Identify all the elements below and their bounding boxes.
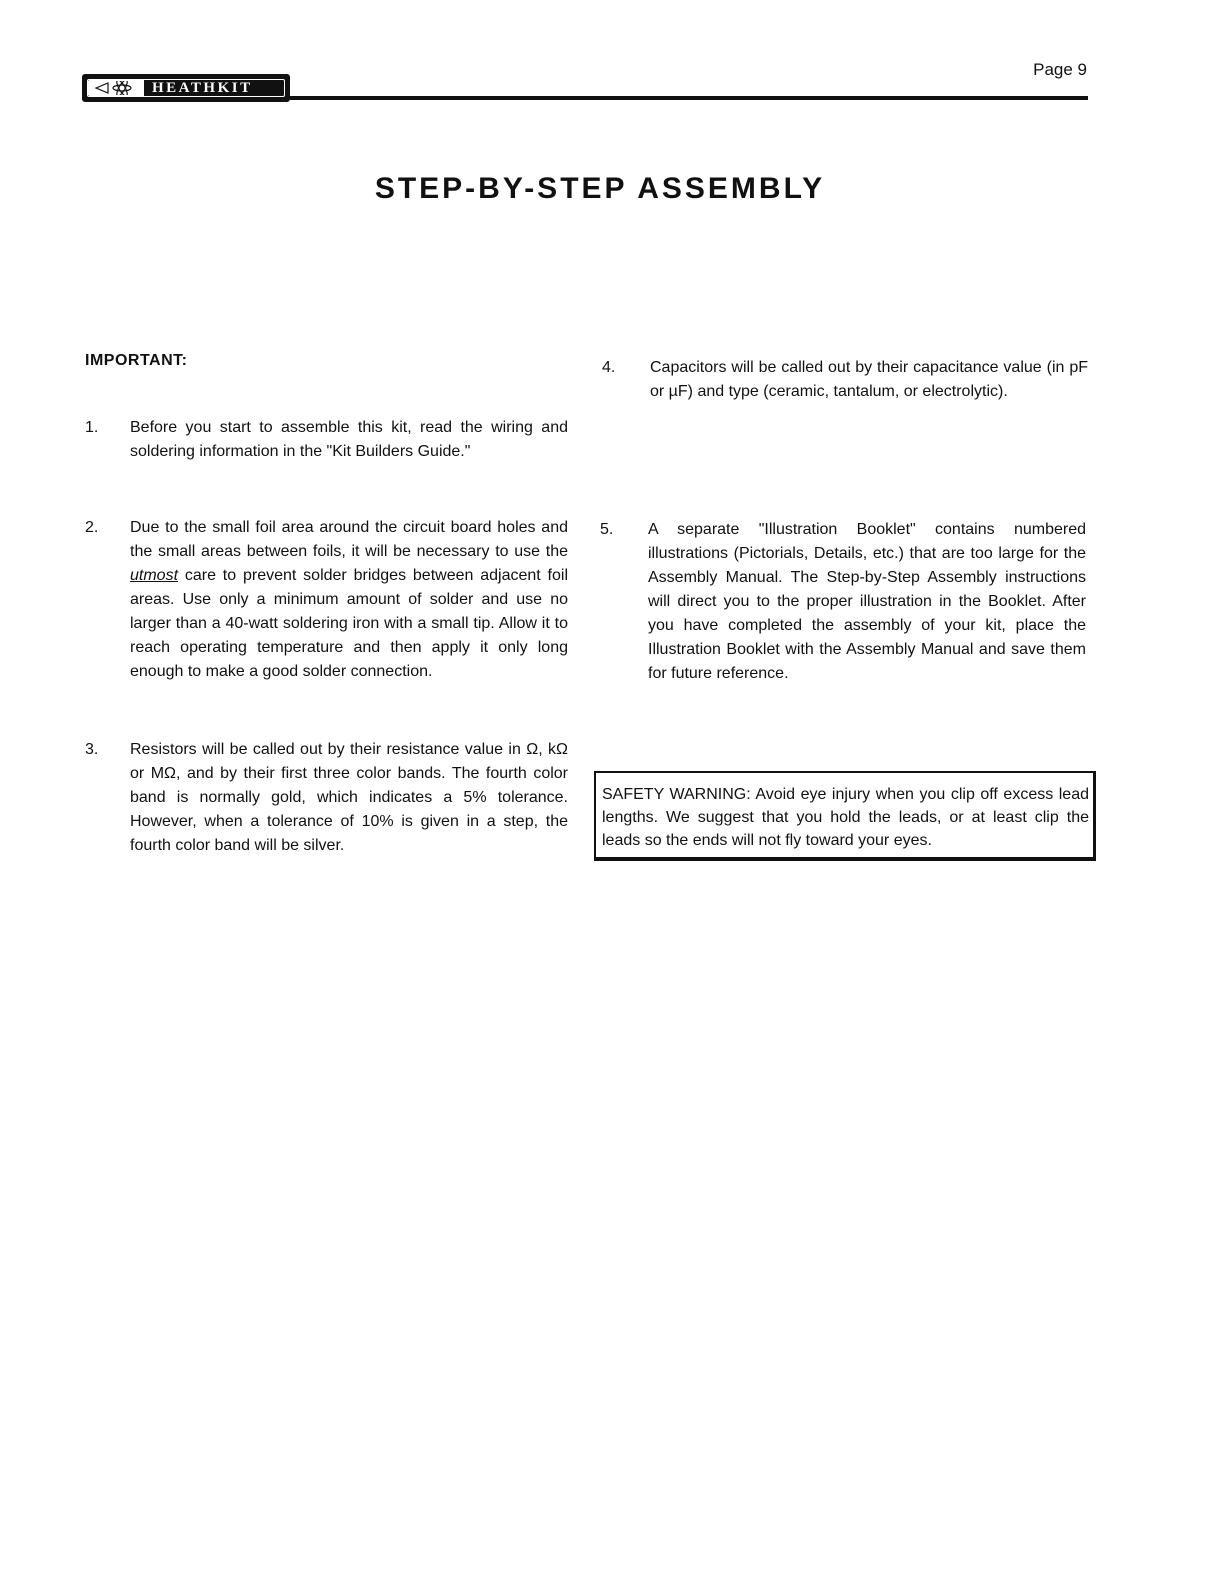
page-title: STEP-BY-STEP ASSEMBLY <box>374 172 826 205</box>
item-text: A separate "Illustration Booklet" contains numbered illustrations (Pictorials, Details, etc.) that are too large for the Assembly Manual. The Step-by-Step Assembly instructions will direct you to the proper illustration in the Booklet. After you have completed the assembly of your kit, place the Illustration Booklet with the Assembly Manual and save them for future reference. <box>648 521 1086 682</box>
item-number: 4. <box>602 359 616 376</box>
item-text: Resistors will be called out by their resistance value in Ω, kΩ or MΩ, and by their first three color bands. The fourth color band is normally gold, which indicates a 5% tolerance. However, when a tolerance of 10% is given in a step, the fourth color band will be silver. <box>130 741 568 854</box>
brand-name: HEATHKIT <box>152 79 253 96</box>
important-label: IMPORTANT: <box>85 352 188 369</box>
heathkit-logo <box>82 74 290 102</box>
item-number: 5. <box>600 521 614 538</box>
item-text: Before you start to assemble this kit, read the wiring and soldering information in the "Kit Builders Guide." <box>130 419 568 460</box>
atom-icon <box>88 80 144 96</box>
item-text-end: care to prevent solder bridges between adjacent foil areas. Use only a minimum amount of solder and use no larger than a 40-watt soldering iron with a small tip. Allow it to reach operating temperature and then apply it only long enough to make a good solder connection. <box>130 567 568 680</box>
item-number: 2. <box>85 519 99 536</box>
safety-warning-box: SAFETY WARNING: Avoid eye injury when you clip off excess lead lengths. We suggest that you hold the leads, or at least clip the leads so the ends will not fly toward your eyes. <box>594 771 1096 861</box>
item-number: 1. <box>85 419 99 436</box>
item-text <box>130 516 568 684</box>
header-rule <box>290 96 1088 100</box>
item-text-start: Due to the small foil area around the circuit board holes and the small areas between foils, it will be necessary to use the <box>130 519 568 560</box>
emphasis-text: utmost <box>130 567 179 584</box>
page-number: Page 9 <box>1033 60 1087 79</box>
item-number: 3. <box>85 741 99 758</box>
item-text: Capacitors will be called out by their capacitance value (in pF or µF) and type (ceramic, tantalum, or electrolytic). <box>650 359 1088 400</box>
